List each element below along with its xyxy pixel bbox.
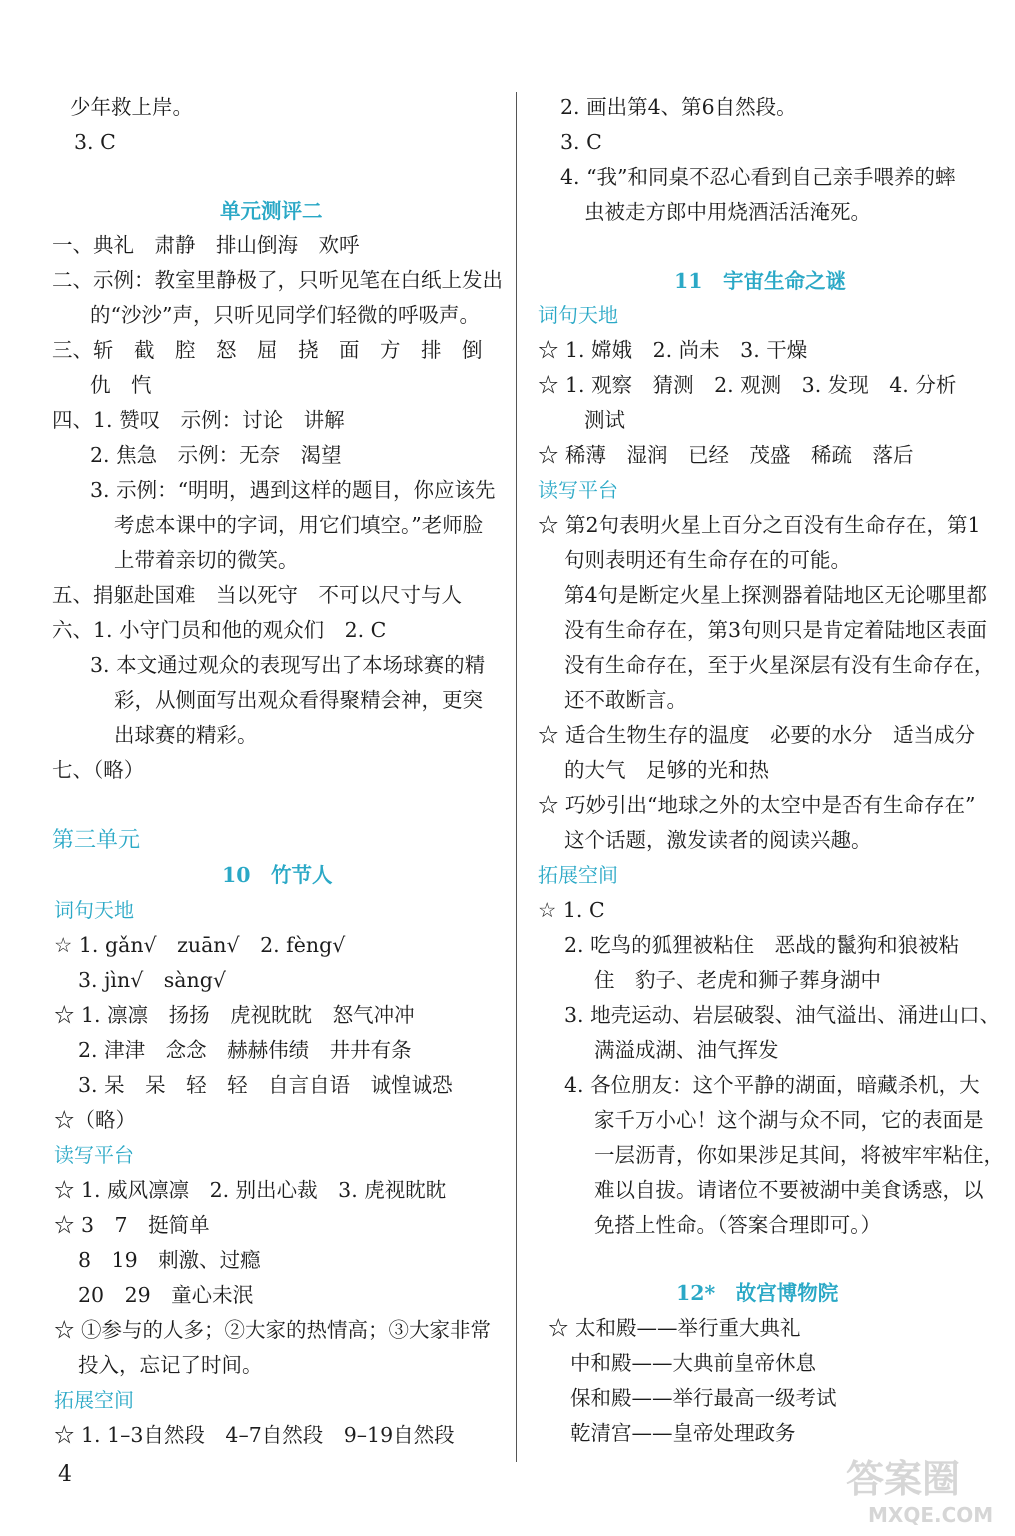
text-line: ☆ 1. 凛凛 扬扬 虎视眈眈 怒气冲冲 [54, 1003, 415, 1027]
text-line: 3. C [74, 130, 116, 154]
text-line: 考虑本课中的字词，用它们填空。”老师脸 [114, 513, 484, 537]
text-line: ☆ 1. 观察 猜测 2. 观测 3. 发现 4. 分析 [538, 373, 957, 397]
text-line: 出球赛的精彩。 [114, 723, 258, 747]
text-line: 3. 本文通过观众的表现写出了本场球赛的精 [90, 653, 486, 677]
section-heading: 拓展空间 [54, 1388, 134, 1412]
text-line: 六、1. 小守门员和他的观众们 2. C [52, 618, 387, 642]
text-line: ☆ 1. gǎn√ zuān√ 2. fèng√ [54, 933, 346, 957]
text-line: 没有生命存在，至于火星深层有没有生命存在， [564, 653, 995, 677]
text-line: 3. 地壳运动、岩层破裂、油气溢出、涌进山口、 [564, 1003, 1001, 1027]
text-line: 彩，从侧面写出观众看得聚精会神，更突 [114, 688, 483, 712]
text-line: 3. C [560, 130, 602, 154]
text-line: 2. 津津 念念 赫赫伟绩 井井有条 [78, 1038, 412, 1062]
text-line: 投入，忘记了时间。 [78, 1353, 263, 1377]
text-line: 中和殿——大典前皇帝休息 [570, 1351, 816, 1375]
text-line: ☆ 1. 嫦娥 2. 尚未 3. 干燥 [538, 338, 808, 362]
section-heading: 读写平台 [538, 478, 618, 502]
text-line: 3. 示例：“明明，遇到这样的题目，你应该先 [90, 478, 496, 502]
text-line: 2. 焦急 示例：无奈 渴望 [90, 443, 342, 467]
page-number: 4 [58, 1462, 72, 1487]
watermark-logo [838, 1450, 1008, 1530]
text-line: 4. 各位朋友：这个平静的湖面，暗藏杀机，大 [564, 1073, 980, 1097]
text-line: ☆ ①参与的人多；②大家的热情高；③大家非常 [54, 1318, 492, 1342]
text-line: 没有生命存在，第3句则只是肯定着陆地区表面 [564, 618, 988, 642]
text-line: 3. 呆 呆 轻 轻 自言自语 诚惶诚恐 [78, 1073, 453, 1097]
text-line: 保和殿——举行最高一级考试 [570, 1386, 837, 1410]
text-line: ☆（略） [54, 1108, 136, 1132]
text-line: 五、捐躯赴国难 当以死守 不可以尺寸与人 [52, 583, 462, 607]
text-line: 七、（略） [52, 758, 145, 782]
text-line: ☆ 3 7 挺简单 [54, 1213, 210, 1237]
text-line: 四、1. 赞叹 示例：讨论 讲解 [52, 408, 345, 432]
text-line: 住 豹子、老虎和狮子葬身湖中 [594, 968, 881, 992]
section-heading: 单元测评二 [220, 199, 323, 223]
text-line: 还不敢断言。 [564, 688, 687, 712]
text-line: ☆ 稀薄 湿润 已经 茂盛 稀疏 落后 [538, 443, 914, 467]
watermark-url: MXQE.COM [868, 1503, 994, 1527]
section-heading: 12* 故宫博物院 [676, 1281, 839, 1305]
text-line: ☆ 1. 威风凛凛 2. 别出心裁 3. 虎视眈眈 [54, 1178, 447, 1202]
watermark-title: 答案圈 [846, 1457, 961, 1501]
text-line: 8 19 刺激、过瘾 [78, 1248, 261, 1272]
section-heading: 11 宇宙生命之谜 [674, 269, 847, 293]
section-heading: 词句天地 [538, 303, 618, 327]
text-line: ☆ 适合生物生存的温度 必要的水分 适当成分 [538, 723, 976, 747]
text-line: 测试 [584, 408, 625, 432]
text-line: 2. 吃鸟的狐狸被粘住 恶战的鬣狗和狼被粘 [564, 933, 960, 957]
section-heading: 第三单元 [52, 828, 141, 853]
text-line: ☆ 1. C [538, 898, 605, 922]
text-line: ☆ 第2句表明火星上百分之百没有生命存在，第1 [538, 513, 981, 537]
section-heading: 词句天地 [54, 898, 134, 922]
text-line: ☆ 太和殿——举行重大典礼 [548, 1316, 801, 1340]
text-line: 少年救上岸。 [70, 95, 193, 119]
text-line: 的大气 足够的光和热 [564, 758, 769, 782]
text-line: 虫被走方郎中用烧酒活活淹死。 [584, 200, 871, 224]
text-line: 2. 画出第4、第6自然段。 [560, 95, 797, 119]
text-line: 满溢成湖、油气挥发 [594, 1038, 779, 1062]
text-line: 句则表明还有生命存在的可能。 [564, 548, 851, 572]
text-line: 的“沙沙”声，只听见同学们轻微的呼吸声。 [90, 303, 480, 327]
text-line: 这个话题，激发读者的阅读兴趣。 [564, 828, 872, 852]
text-line: 一、典礼 肃静 排山倒海 欢呼 [52, 233, 360, 257]
text-line: 上带着亲切的微笑。 [114, 548, 299, 572]
text-line: 难以自拔。请诸位不要被湖中美食诱惑，以 [594, 1178, 984, 1202]
text-line: 3. jìn√ sàng√ [78, 968, 226, 992]
text-line: 三、斩 截 腔 怒 屈 挠 面 方 排 倒 [52, 338, 483, 362]
section-heading: 拓展空间 [538, 863, 618, 887]
text-line: 家千万小心！这个湖与众不同，它的表面是 [594, 1108, 984, 1132]
text-line: 4. “我”和同桌不忍心看到自己亲手喂养的蟀 [560, 165, 956, 189]
text-line: 第4句是断定火星上探测器着陆地区无论哪里都 [564, 583, 988, 607]
text-line: 免搭上性命。（答案合理即可。） [594, 1213, 881, 1237]
text-line: 一层沥青，你如果涉足其间，将被牢牢粘住， [594, 1143, 1004, 1167]
text-line: ☆ 1. 1–3自然段 4–7自然段 9–19自然段 [54, 1423, 455, 1447]
section-heading: 读写平台 [54, 1143, 134, 1167]
text-line: 乾清宫——皇帝处理政务 [570, 1421, 796, 1445]
text-line: 仇 忾 [90, 373, 152, 397]
text-line: 20 29 童心未泯 [78, 1283, 254, 1307]
section-heading: 10 竹节人 [222, 863, 333, 887]
text-line: 二、示例：教室里静极了，只听见笔在白纸上发出 [52, 268, 503, 292]
column-divider [516, 92, 517, 1462]
text-line: ☆ 巧妙引出“地球之外的太空中是否有生命存在” [538, 793, 976, 817]
